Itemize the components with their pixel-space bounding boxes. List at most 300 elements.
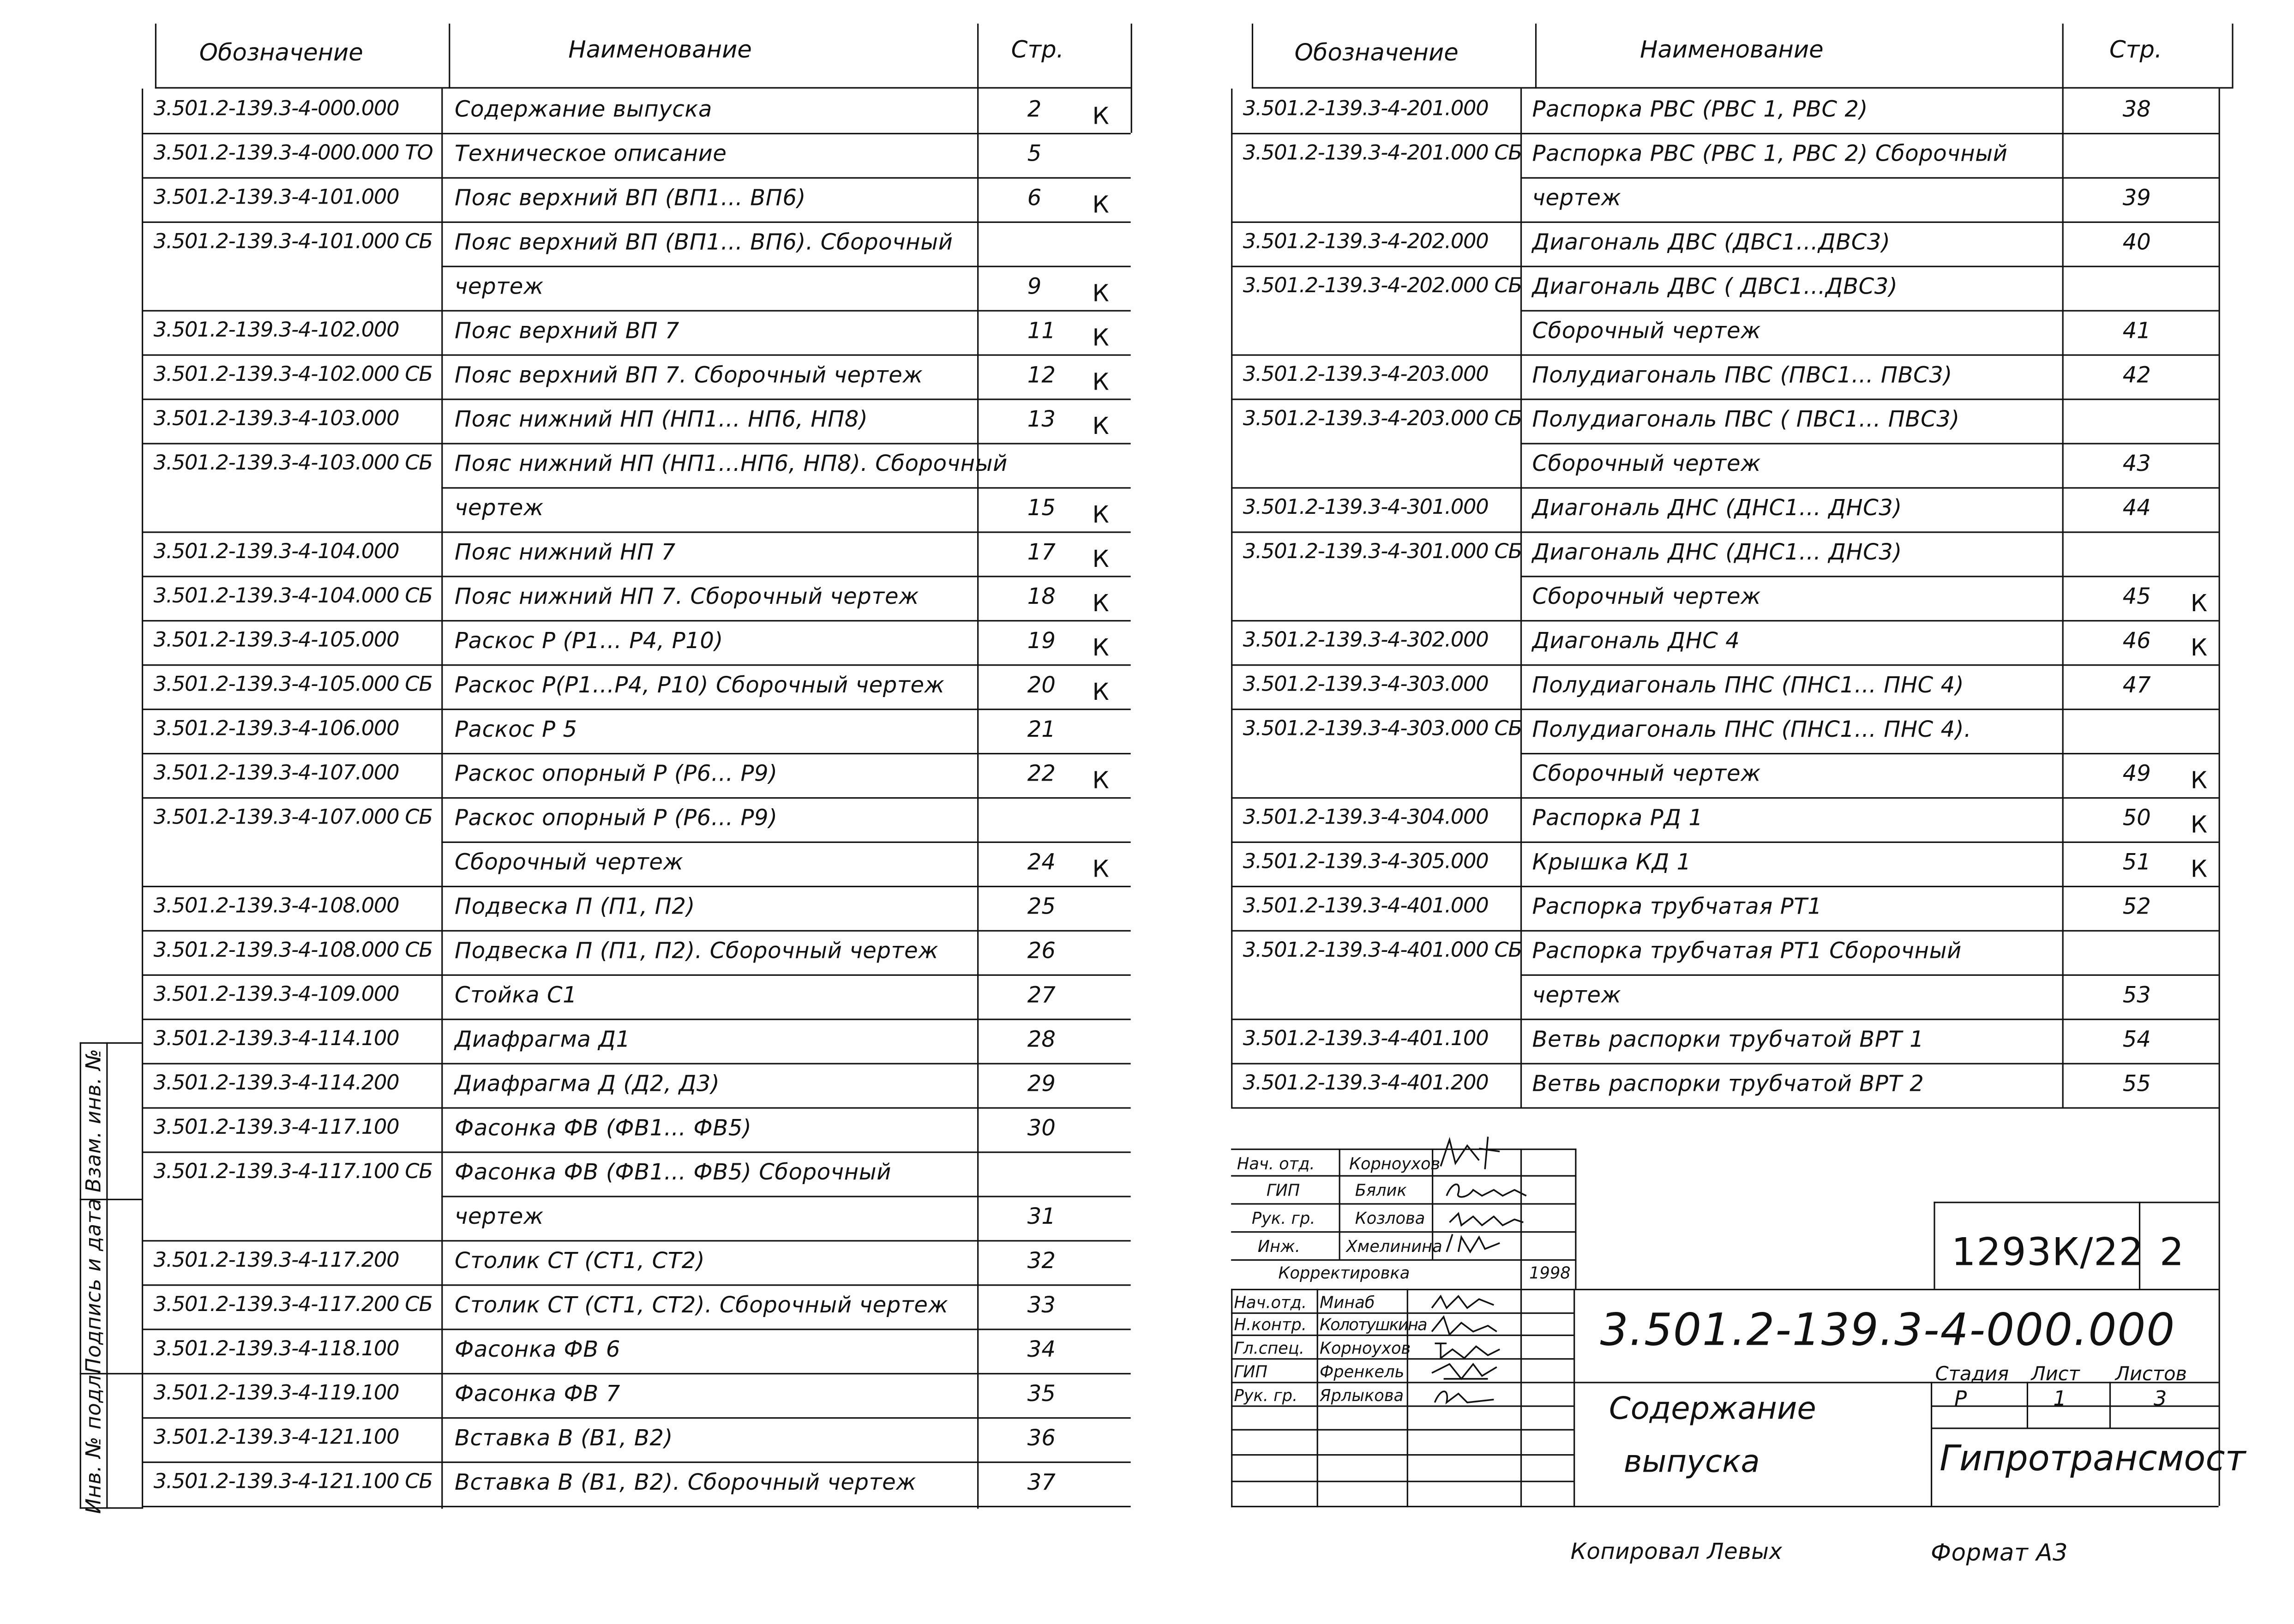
row-rule [1231,797,2218,799]
page-number: 51 [2122,848,2151,876]
item-name: Пояс нижний НП 7. Сборочный чертеж [454,583,919,610]
item-name: чертеж [454,494,544,521]
designation-code: 3.501.2-139.3-4-106.000 [153,717,399,741]
revision-mark: К [1092,367,1109,396]
left-header-designation: Обозначение [199,38,363,66]
item-name: Диагональ ДВС (ДВС1...ДВС3) [1532,229,1891,256]
item-name: Полудиагональ ПНС (ПНС1... ПНС 4) [1532,672,1964,698]
title-block-rule [1931,1427,2219,1429]
item-name: Ветвь распорки трубчатой ВРТ 1 [1532,1026,1924,1053]
item-name: Подвеска П (П1, П2). Сборочный чертеж [454,937,939,964]
revision-mark: К [2190,854,2208,883]
row-rule [142,753,1131,755]
approval-name: Козлова [1355,1209,1425,1228]
page-number: 11 [1027,317,1056,344]
signatory-name: Френкель [1320,1362,1405,1382]
row-rule [441,842,1130,843]
item-name: Диагональ ДВС ( ДВС1...ДВС3) [1532,273,1898,300]
item-name: чертеж [1532,981,1621,1009]
designation-code: 3.501.2-139.3-4-302.000 [1243,629,1489,653]
signature-mark [1441,1231,1512,1258]
item-name: Вставка В (В1, В2). Сборочный чертеж [454,1469,917,1496]
title-block-divider [1931,1382,1933,1506]
item-name: Раскос Р(Р1...Р4, Р10) Сборочный чертеж [454,672,945,698]
page-number: 32 [1027,1247,1056,1274]
title-block-rule [1231,1454,1573,1456]
designation-code: 3.501.2-139.3-4-118.100 [153,1337,399,1361]
signatory-name: Колотушкина [1320,1315,1427,1335]
page-number: 46 [2122,627,2151,654]
title-block-divider [1934,1202,1935,1289]
revision-mark: К [1092,412,1109,440]
item-name: Сборочный чертеж [454,848,684,876]
item-name: Пояс нижний НП (НП1... НП6, НП8) [454,406,868,433]
page-number: 42 [2122,361,2151,389]
signatory-role: Рук. гр. [1234,1386,1298,1406]
right-header-rule [1252,87,2232,89]
row-rule [142,531,1131,533]
page-number: 24 [1027,848,1056,876]
row-rule [441,1196,1130,1197]
row-rule [1231,398,2218,400]
row-rule [1231,620,2218,622]
item-name: Раскос опорный Р (Р6... Р9) [454,760,778,787]
sheet-label: Лист [2031,1364,2080,1386]
approval-stamp-border [1231,1149,1576,1150]
page-number: 45 [2122,583,2151,610]
designation-code: 3.501.2-139.3-4-117.100 СБ [153,1160,432,1184]
page-number: 12 [1027,361,1056,389]
page-number: 25 [1027,893,1056,920]
designation-code: 3.501.2-139.3-4-121.100 СБ [153,1470,432,1494]
left-table-border [1131,24,1133,133]
organization-name: Гипротрансмост [1940,1438,2246,1480]
page-number: 6 [1027,184,1042,211]
sheets-label: Листов [2115,1364,2187,1386]
row-rule [142,398,1131,400]
signature-mark [1429,1385,1503,1408]
item-name: Распорка трубчатая РТ1 [1532,893,1822,920]
row-rule [1231,487,2218,489]
stage-label: Стадия [1935,1364,2009,1386]
title-block-rule [1231,1358,1573,1360]
item-name: Пояс верхний ВП (ВП1... ВП6). Сборочный [454,229,953,256]
right-header-designation: Обозначение [1294,38,1459,66]
item-name: Фасонка ФВ 7 [454,1380,621,1407]
revision-mark: К [1092,589,1109,617]
row-rule [1231,664,2218,666]
row-rule [142,797,1131,799]
page-number: 20 [1027,672,1056,698]
row-rule [1520,974,2219,976]
designation-code: 3.501.2-139.3-4-117.100 [153,1116,399,1140]
row-rule [142,664,1131,666]
designation-code: 3.501.2-139.3-4-401.100 [1243,1027,1489,1051]
right-header-page: Стр. [2109,35,2162,64]
row-rule [441,266,1130,268]
sheets-value: 3 [2153,1388,2167,1412]
row-rule [142,133,1131,135]
page-number: 27 [1027,981,1056,1009]
row-rule [1520,310,2219,312]
item-name: Крышка КД 1 [1532,848,1691,876]
page-number: 49 [2122,760,2151,787]
designation-code: 3.501.2-139.3-4-103.000 [153,407,399,431]
approval-name: Хмелинина [1346,1237,1442,1257]
title-block-divider [2027,1382,2029,1427]
item-name: Распорка трубчатая РТ1 Сборочный [1532,937,1962,964]
title-block-rule [1231,1335,1573,1336]
item-name: Фасонка ФВ (ФВ1... ФВ5) Сборочный [454,1159,892,1185]
right-table-divider [2062,24,2064,1107]
item-name: Распорка РВС (РВС 1, РВС 2) [1532,96,1868,123]
item-name: Полудиагональ ПВС ( ПВС1... ПВС3) [1532,406,1960,433]
designation-code: 3.501.2-139.3-4-101.000 [153,186,399,210]
row-rule [142,177,1131,179]
approval-stamp-divider [1339,1149,1341,1259]
page-number: 28 [1027,1026,1056,1053]
designation-code: 3.501.2-139.3-4-117.200 [153,1249,399,1273]
revision-mark: К [1092,677,1109,706]
item-name: Диагональ ДНС 4 [1532,627,1740,654]
page-number: 54 [2122,1026,2151,1053]
left-table-divider [449,24,450,89]
title-block-border [1231,1289,1233,1507]
revision-mark: К [1092,854,1109,883]
side-stamp-original-inventory: Инв. № подл. [83,1367,107,1514]
designation-code: 3.501.2-139.3-4-101.000 СБ [153,230,432,254]
row-rule [1231,355,2218,356]
row-rule [142,443,1131,445]
designation-code: 3.501.2-139.3-4-114.100 [153,1027,399,1051]
designation-code: 3.501.2-139.3-4-201.000 [1243,97,1489,121]
title-block-rule [1931,1405,2219,1407]
signature-mark [1429,1358,1503,1385]
row-rule [1231,709,2218,710]
signatory-role: Н.контр. [1234,1315,1307,1335]
page-number: 53 [2122,981,2151,1009]
signatory-role: ГИП [1234,1362,1267,1382]
approval-name: Корноухов [1349,1154,1441,1174]
row-rule [142,620,1131,622]
page-number: 38 [2122,96,2151,123]
designation-code: 3.501.2-139.3-4-303.000 [1243,673,1489,697]
row-rule [142,576,1131,577]
title-block-divider [2109,1382,2111,1427]
right-table-border [1252,24,1254,89]
signature-mark [1435,1131,1511,1175]
row-rule [1231,1063,2218,1065]
row-rule [1231,266,2218,268]
designation-code: 3.501.2-139.3-4-202.000 СБ [1243,274,1522,298]
designation-code: 3.501.2-139.3-4-105.000 [153,629,399,653]
page-number: 22 [1027,760,1056,787]
designation-code: 3.501.2-139.3-4-304.000 [1243,806,1489,830]
row-rule [142,1063,1131,1065]
designation-code: 3.501.2-139.3-4-202.000 [1243,230,1489,254]
page-number: 19 [1027,627,1056,654]
approval-stamp-rule [1231,1203,1576,1205]
item-name: Полудиагональ ПВС (ПВС1... ПВС3) [1532,361,1952,389]
row-rule [1231,133,2218,135]
row-rule [142,1240,1131,1242]
item-name: Пояс нижний НП (НП1...НП6, НП8). Сборочный [454,450,1008,477]
left-header-page: Стр. [1011,35,1064,64]
row-rule [142,1329,1131,1330]
title-block-rule [1231,1481,1573,1483]
designation-code: 3.501.2-139.3-4-401.000 СБ [1243,938,1522,963]
page-number: 44 [2122,494,2151,521]
signature-mark [1447,1208,1526,1231]
approval-role: Рук. гр. [1251,1209,1315,1228]
designation-code: 3.501.2-139.3-4-000.000 [153,97,399,121]
row-rule [1520,177,2219,179]
designation-code: 3.501.2-139.3-4-203.000 СБ [1243,407,1522,431]
row-rule [1231,1107,2218,1109]
stage-value: Р [1954,1388,1967,1412]
registration-number: 1293К/22 [1951,1231,2144,1276]
page-number: 39 [2122,184,2151,211]
revision-mark: К [1092,766,1109,794]
item-name: чертеж [1532,184,1621,211]
row-rule [142,1151,1131,1153]
item-name: чертеж [454,273,544,300]
item-name: Раскос Р (Р1... Р4, Р10) [454,627,723,654]
row-rule [142,1506,1131,1508]
revision-mark: К [2190,633,2208,662]
approval-role: ГИП [1266,1181,1300,1200]
item-name: Сборочный чертеж [1532,317,1761,344]
page-number: 30 [1027,1114,1056,1142]
signature-mark [1429,1290,1500,1314]
item-name: Фасонка ФВ (ФВ1... ФВ5) [454,1114,752,1142]
row-rule [441,487,1130,489]
approval-stamp-rule [1231,1231,1576,1233]
document-title-line2: выпуска [1623,1444,1760,1480]
item-name: Раскос Р 5 [454,716,577,743]
right-table-border [2219,89,2221,1506]
item-name: Пояс верхний ВП (ВП1... ВП6) [454,184,806,211]
page-number: 55 [2122,1070,2151,1097]
page-number: 40 [2122,229,2151,256]
row-rule [1231,222,2218,223]
page-number: 26 [1027,937,1056,964]
designation-code: 3.501.2-139.3-4-305.000 [1243,850,1489,874]
left-table-border [155,24,157,89]
designation-code: 3.501.2-139.3-4-201.000 СБ [1243,142,1522,166]
row-rule [142,886,1131,888]
right-table-border [1231,89,1233,1107]
copied-by: Копировал Левых [1570,1538,1783,1565]
page-number: 29 [1027,1070,1056,1097]
right-header-name: Наименование [1639,35,1824,64]
item-name: Раскос опорный Р (Р6... Р9) [454,804,778,831]
right-table-divider [1535,24,1537,89]
designation-code: 3.501.2-139.3-4-107.000 [153,762,399,786]
designation-code: 3.501.2-139.3-4-105.000 СБ [153,673,432,697]
item-name: Содержание выпуска [454,96,713,123]
row-rule [142,355,1131,356]
row-rule [1520,443,2219,445]
page-number: 15 [1027,494,1056,521]
approval-stamp-rule [1231,1175,1576,1177]
signature-mark [1429,1337,1503,1361]
item-name: Пояс верхний ВП 7. Сборочный чертеж [454,361,923,389]
item-name: чертеж [454,1203,544,1230]
side-stamp-rule [80,1042,142,1044]
designation-code: 3.501.2-139.3-4-401.200 [1243,1071,1489,1095]
row-rule [142,709,1131,710]
item-name: Вставка В (В1, В2) [454,1425,673,1451]
designation-code: 3.501.2-139.3-4-107.000 СБ [153,806,432,830]
title-block-rule [1231,1312,1573,1314]
row-rule [1231,531,2218,533]
page-number: 21 [1027,716,1056,743]
row-rule [142,1284,1131,1286]
title-block-border [1231,1506,2218,1508]
row-rule [142,1373,1131,1375]
sheet-format: Формат А3 [1930,1538,2068,1567]
revision-mark: К [1092,323,1109,352]
approval-name: Бялик [1355,1181,1407,1200]
item-name: Техническое описание [454,140,727,167]
row-rule [142,1417,1131,1419]
row-rule [1231,886,2218,888]
row-rule [142,974,1131,976]
page-number: 33 [1027,1292,1056,1318]
item-name: Сборочный чертеж [1532,450,1761,477]
item-name: Сборочный чертеж [1532,583,1761,610]
approval-stamp-border [1575,1149,1577,1289]
page-number: 50 [2122,804,2151,831]
designation-code: 3.501.2-139.3-4-103.000 СБ [153,451,432,475]
item-name: Распорка РВС (РВС 1, РВС 2) Сборочный [1532,140,2008,167]
item-name: Стойка С1 [454,981,577,1009]
title-block-divider [1317,1289,1319,1507]
page-number: 43 [2122,450,2151,477]
page-number: 13 [1027,406,1056,433]
item-name: Столик СТ (СТ1, СТ2) [454,1247,705,1274]
sheet-value: 1 [2053,1388,2066,1412]
page-number: 47 [2122,672,2151,698]
page-number: 17 [1027,539,1056,565]
revision-mark: К [1092,190,1109,219]
approval-correction: Корректировка [1278,1263,1410,1283]
row-rule [142,222,1131,223]
page-number: 34 [1027,1336,1056,1363]
designation-code: 3.501.2-139.3-4-301.000 СБ [1243,540,1522,564]
title-block-rule [1231,1429,1573,1431]
signatory-name: Ярлыкова [1320,1386,1404,1406]
row-rule [1520,753,2219,755]
row-rule [1231,842,2218,843]
left-header-name: Наименование [568,35,752,64]
row-rule [1231,930,2218,932]
revision-mark: К [1092,545,1109,573]
designation-code: 3.501.2-139.3-4-102.000 СБ [153,363,432,387]
designation-code: 3.501.2-139.3-4-109.000 [153,983,399,1007]
item-name: Ветвь распорки трубчатой ВРТ 2 [1532,1070,1924,1097]
signatory-role: Гл.спец. [1234,1339,1304,1359]
right-table-border [2232,24,2234,89]
designation-code: 3.501.2-139.3-4-117.200 СБ [153,1293,432,1317]
item-name: Диагональ ДНС (ДНС1... ДНС3) [1532,539,1902,565]
side-stamp-replacement-inventory: Взам. инв. № [83,1048,107,1193]
title-block-border [1231,1289,2218,1291]
designation-code: 3.501.2-139.3-4-102.000 [153,319,399,343]
document-title-line1: Содержание [1609,1390,1816,1426]
designation-code: 3.501.2-139.3-4-108.000 СБ [153,938,432,963]
approval-role: Нач. отд. [1237,1154,1315,1174]
row-rule [142,1019,1131,1021]
row-rule [1520,576,2219,577]
side-stamp-border [106,1042,108,1509]
item-name: Пояс верхний ВП 7 [454,317,680,344]
item-name: Диафрагма Д1 [454,1026,631,1053]
item-name: Диагональ ДНС (ДНС1... ДНС3) [1532,494,1902,521]
sheet-number: 2 [2159,1231,2184,1276]
designation-code: 3.501.2-139.3-4-000.000 ТО [153,142,433,166]
row-rule [1231,1019,2218,1021]
signature-mark [1444,1178,1535,1202]
designation-code: 3.501.2-139.3-4-121.100 [153,1426,399,1450]
item-name: Подвеска П (П1, П2) [454,893,695,920]
row-rule [142,310,1131,312]
row-rule [142,1462,1131,1463]
designation-code: 3.501.2-139.3-4-114.200 [153,1071,399,1095]
left-header-rule [155,87,1131,89]
revision-mark: К [2190,589,2208,617]
row-rule [142,930,1131,932]
page-number: 36 [1027,1425,1056,1451]
designation-code: 3.501.2-139.3-4-104.000 СБ [153,584,432,608]
designation-code: 3.501.2-139.3-4-108.000 [153,894,399,919]
page-number: 9 [1027,273,1042,300]
designation-code: 3.501.2-139.3-4-104.000 [153,540,399,564]
revision-mark: К [1092,633,1109,662]
approval-year: 1998 [1529,1263,1571,1283]
title-block-divider [1573,1289,1575,1507]
signatory-name: Минаб [1320,1293,1375,1313]
title-block-rule [1934,1202,2218,1203]
designation-code: 3.501.2-139.3-4-301.000 [1243,496,1489,520]
row-rule [142,1107,1131,1109]
item-name: Пояс нижний НП 7 [454,539,676,565]
page-number: 18 [1027,583,1056,610]
revision-mark: К [2190,766,2208,794]
item-name: Фасонка ФВ 6 [454,1336,621,1363]
page-number: 52 [2122,893,2151,920]
designation-code: 3.501.2-139.3-4-203.000 [1243,363,1489,387]
document-code: 3.501.2-139.3-4-000.000 [1600,1305,2176,1357]
signatory-name: Корноухов [1320,1339,1411,1359]
revision-mark: К [1092,279,1109,307]
page-number: 5 [1027,140,1042,167]
page-number: 35 [1027,1380,1056,1407]
signature-mark [1429,1314,1500,1337]
page-number: 37 [1027,1469,1056,1496]
revision-mark: К [2190,810,2208,839]
designation-code: 3.501.2-139.3-4-303.000 СБ [1243,717,1522,741]
revision-mark: К [1092,102,1109,130]
side-stamp-signature-date: Подпись и дата [83,1198,107,1374]
revision-mark: К [1092,500,1109,529]
item-name: Распорка РД 1 [1532,804,1703,831]
page-number: 2 [1027,96,1042,123]
approval-stamp-rule [1231,1259,1576,1261]
signatory-role: Нач.отд. [1234,1293,1307,1313]
item-name: Сборочный чертеж [1532,760,1761,787]
